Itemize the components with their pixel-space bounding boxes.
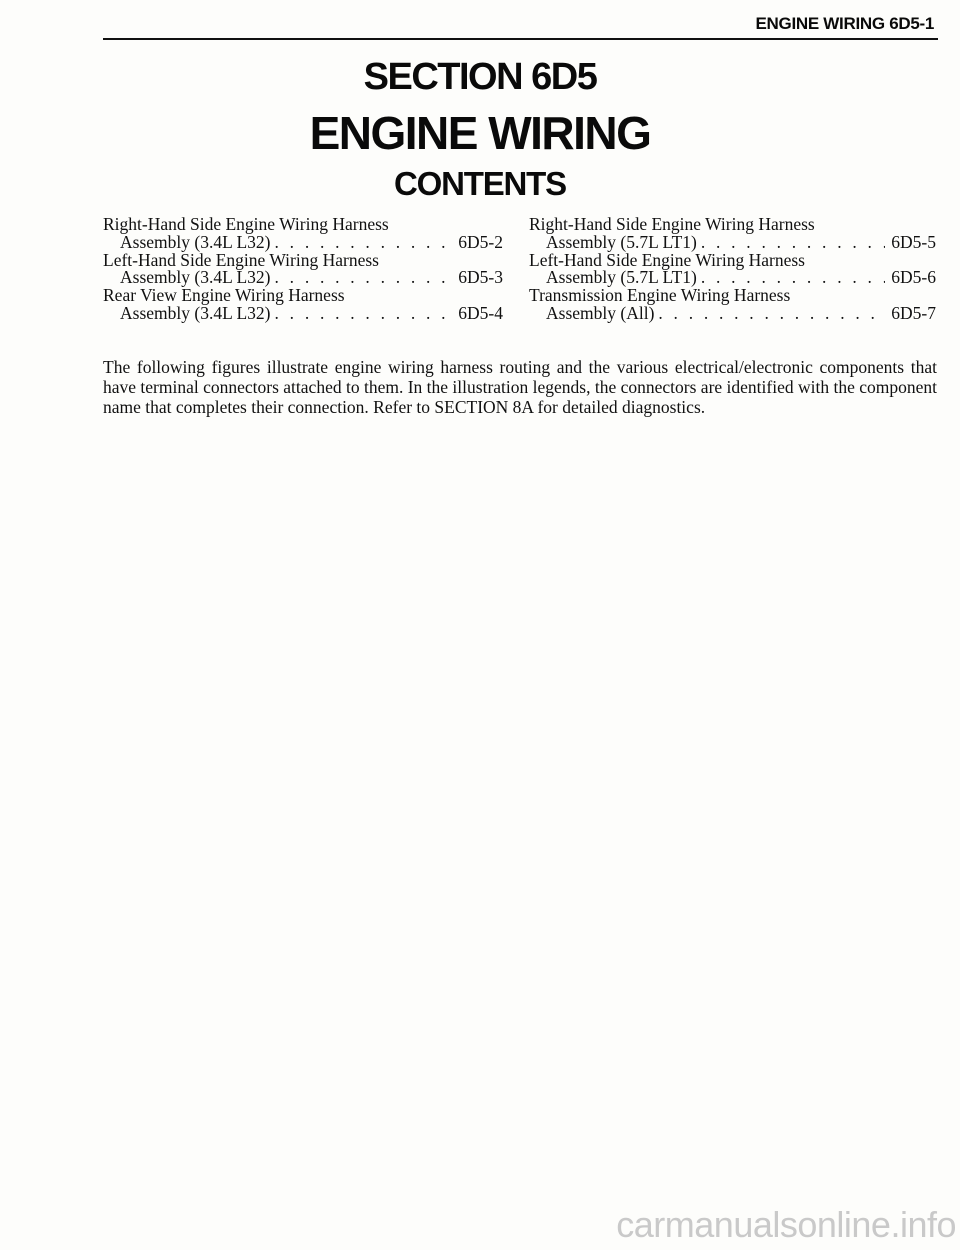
toc-entry-subtitle: Assembly (3.4L L32) xyxy=(120,267,271,288)
toc-page-ref: 6D5-7 xyxy=(891,302,936,323)
toc-entry[interactable] xyxy=(103,216,503,252)
toc-page-ref: 6D5-3 xyxy=(458,267,503,288)
toc-entry[interactable] xyxy=(103,249,503,288)
watermark: carmanualsonline.info xyxy=(616,1204,956,1245)
toc-entry[interactable] xyxy=(103,287,503,323)
toc-column-right xyxy=(529,216,936,323)
toc-entry[interactable] xyxy=(529,249,936,288)
toc-entry[interactable] xyxy=(529,287,936,323)
toc-entry-subtitle: Assembly (3.4L L32) xyxy=(120,302,271,323)
dot-leader xyxy=(275,305,453,323)
toc-entry-subtitle: Assembly (All) xyxy=(546,302,655,323)
running-head: ENGINE WIRING 6D5-1 xyxy=(755,14,934,33)
toc-entry-title: Right-Hand Side Engine Wiring Harness xyxy=(103,214,389,234)
dot-leader xyxy=(275,234,453,252)
toc-page-ref: 6D5-4 xyxy=(458,302,503,323)
toc-entry-subtitle: Assembly (3.4L L32) xyxy=(120,231,271,252)
header-rule xyxy=(103,38,938,40)
dot-leader xyxy=(658,305,885,323)
dot-leader xyxy=(701,234,885,252)
toc-page-ref: 6D5-5 xyxy=(891,231,936,252)
toc-entry-title: Left-Hand Side Engine Wiring Harness xyxy=(529,249,805,270)
toc-column-left xyxy=(103,216,503,323)
toc-entry-title: Right-Hand Side Engine Wiring Harness xyxy=(529,214,815,234)
toc-entry-subtitle: Assembly (5.7L LT1) xyxy=(546,231,697,252)
section-title: ENGINE WIRING xyxy=(309,107,651,159)
toc-page-ref: 6D5-6 xyxy=(891,267,936,288)
toc-entry-title: Rear View Engine Wiring Harness xyxy=(103,285,345,306)
contents-heading: CONTENTS xyxy=(394,165,566,202)
toc-entry[interactable] xyxy=(529,216,936,252)
toc-entry-title: Left-Hand Side Engine Wiring Harness xyxy=(103,249,379,270)
toc-entry-subtitle: Assembly (5.7L LT1) xyxy=(546,267,697,288)
toc-entry-title: Transmission Engine Wiring Harness xyxy=(529,285,791,306)
section-number: SECTION 6D5 xyxy=(363,56,597,98)
toc-page-ref: 6D5-2 xyxy=(458,231,503,252)
intro-paragraph: The following figures illustrate engine wiring harness routing and the various electrical/electronic components that have terminal connectors attached to them. In the illustration legends, the connectors are identified with the component name that completes their connection. Refer to SECTION 8A for detailed diagnostics. xyxy=(103,357,937,417)
